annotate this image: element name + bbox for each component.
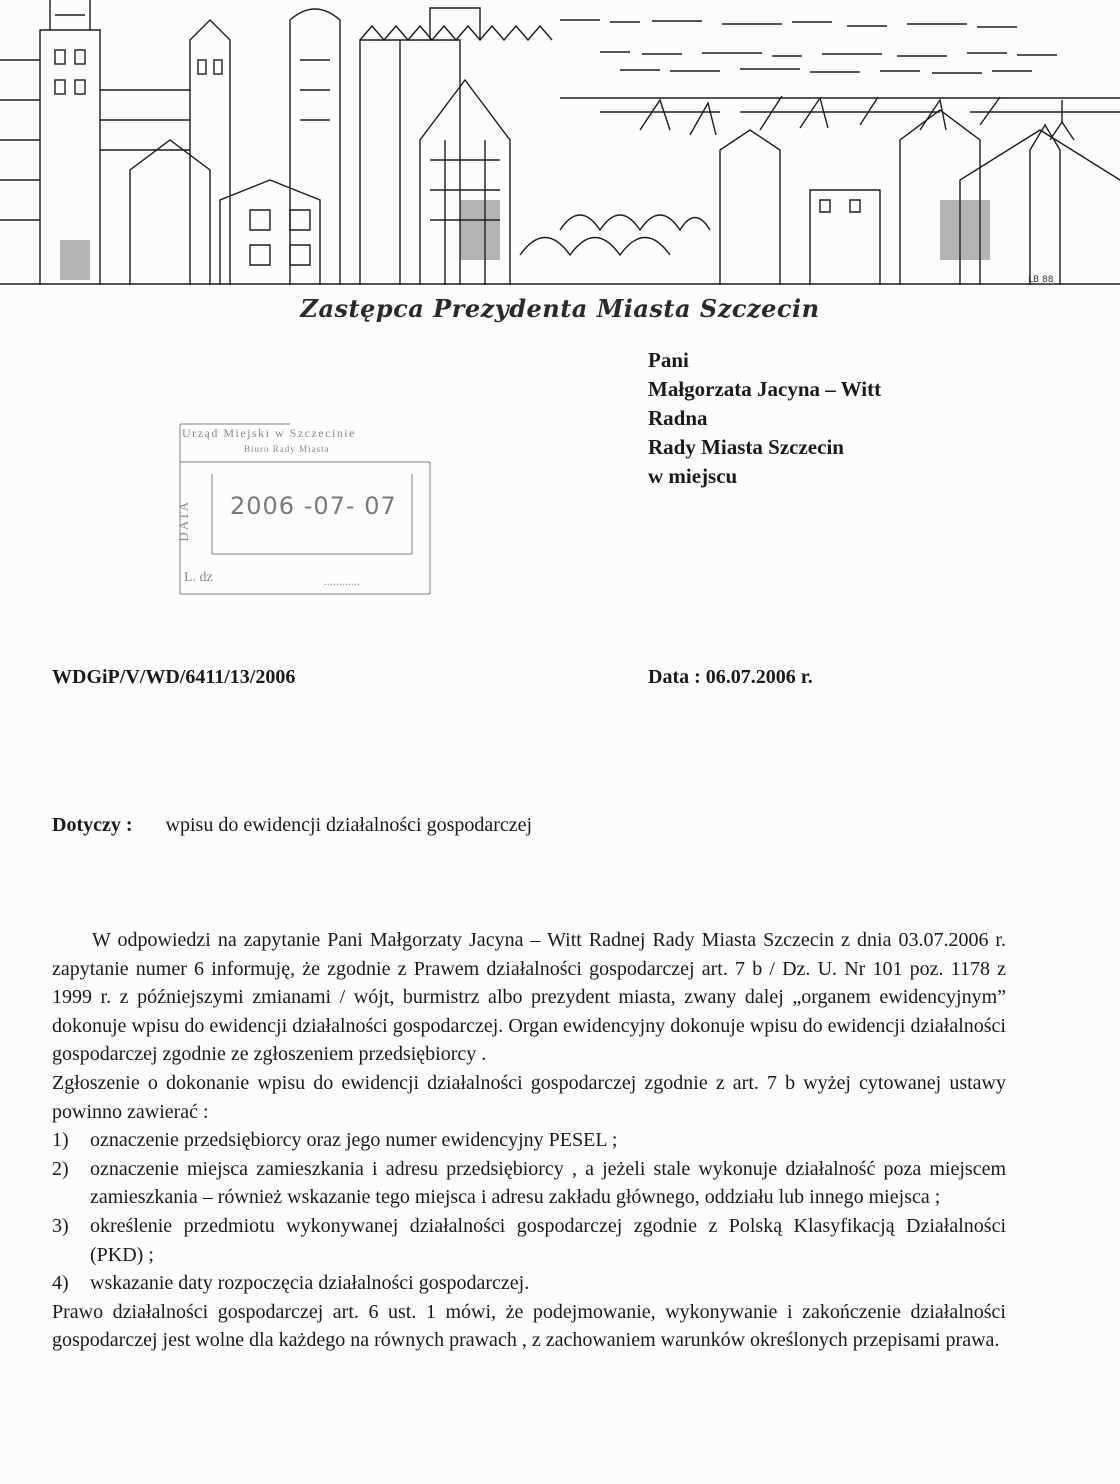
list-item bbox=[52, 1269, 1006, 1298]
list-item-text: określenie przedmiotu wykonywanej działalności gospodarczej zgodnie z Polską Klasyfikacją Działalności (PKD) ; bbox=[90, 1214, 1006, 1266]
stamp-side-label: DATA bbox=[176, 500, 191, 542]
recipient-address bbox=[648, 346, 881, 491]
recipient-line: Małgorzata Jacyna – Witt bbox=[648, 377, 882, 401]
list-item-text: oznaczenie miejsca zamieszkania i adresu przedsiębiorcy , a jeżeli stale wykonuje działalność poza miejscem zamieszkania – również wskazanie tego miejsca i adresu zakładu głównego, oddziału lub innego miejsca ; bbox=[90, 1157, 1006, 1209]
stamp-ldz-dots: ............ bbox=[324, 574, 360, 588]
stamp-office-name: Urząd Miejski w Szczecinie bbox=[182, 426, 356, 440]
subject-line bbox=[52, 814, 532, 837]
letter-body bbox=[52, 926, 1006, 1355]
requirements-paragraph: Zgłoszenie o dokonanie wpisu do ewidencji działalności gospodarczej zgodnie z art. 7 b wyżej cytowanej ustawy powinno zawierać : bbox=[52, 1071, 1006, 1123]
intro-paragraph: W odpowiedzi na zapytanie Pani Małgorzaty Jacyna – Witt Radnej Rady Miasta Szczecin z dnia 03.07.2006 r. zapytanie numer 6 informuję, że zgodnie z Prawem działalności gospodarczej art. 7 b / Dz. U. Nr 101 poz. 1178 z 1999 r. z późniejszymi zmianami / wójt, burmistrz albo prezydent miasta, zwany dalej „organem ewidencyjnym” dokonuje wpisu do ewidencji działalności gospodarczej. Organ ewidencyjny dokonuje wpisu do ewidencji działalności gospodarczej zgodnie ze zgłoszeniem przedsiębiorcy . bbox=[52, 929, 1006, 1066]
list-item-number: 4) bbox=[52, 1272, 69, 1295]
letterhead-title: Zastępca Prezydenta Miasta Szczecin bbox=[300, 294, 820, 323]
subject-text: wpisu do ewidencji działalności gospodarczej bbox=[165, 814, 533, 836]
stamp-ldz-label: L. dz bbox=[184, 570, 213, 585]
list-item bbox=[52, 1155, 1006, 1212]
letter-date: Data : 06.07.2006 r. bbox=[648, 666, 813, 688]
reference-number: WDGiP/V/WD/6411/13/2006 bbox=[52, 666, 296, 688]
subject-label: Dotyczy : bbox=[52, 814, 133, 836]
stamp-bureau-name: Biuro Rady Miasta bbox=[244, 444, 330, 454]
list-item-number: 1) bbox=[52, 1129, 69, 1152]
artist-signature: LB 88 bbox=[1028, 275, 1054, 285]
closing-paragraph: Prawo działalności gospodarczej art. 6 ust. 1 mówi, że podejmowanie, wykonywanie i zakończenie działalności gospodarczej jest wolne dla każdego na równych prawach , z zachowaniem warunków określonych przepisami prawa. bbox=[52, 1300, 1006, 1352]
list-item-text: oznaczenie przedsiębiorcy oraz jego numer ewidencyjny PESEL ; bbox=[90, 1129, 618, 1152]
list-item-number: 2) bbox=[52, 1157, 69, 1180]
recipient-line: Rady Miasta Szczecin bbox=[648, 435, 844, 459]
received-stamp bbox=[172, 404, 464, 600]
list-item bbox=[52, 1126, 1006, 1155]
list-item-text: wskazanie daty rozpoczęcia działalności gospodarczej. bbox=[90, 1272, 530, 1295]
recipient-line: w miejscu bbox=[648, 464, 738, 488]
stamp-date: 2006 -07- 07 bbox=[230, 492, 397, 520]
requirements-list bbox=[52, 1126, 1006, 1298]
recipient-line: Pani bbox=[648, 348, 689, 372]
header-city-illustration bbox=[0, 0, 1120, 290]
list-item bbox=[52, 1212, 1006, 1269]
list-item-number: 3) bbox=[52, 1214, 69, 1237]
recipient-line: Radna bbox=[648, 406, 708, 430]
